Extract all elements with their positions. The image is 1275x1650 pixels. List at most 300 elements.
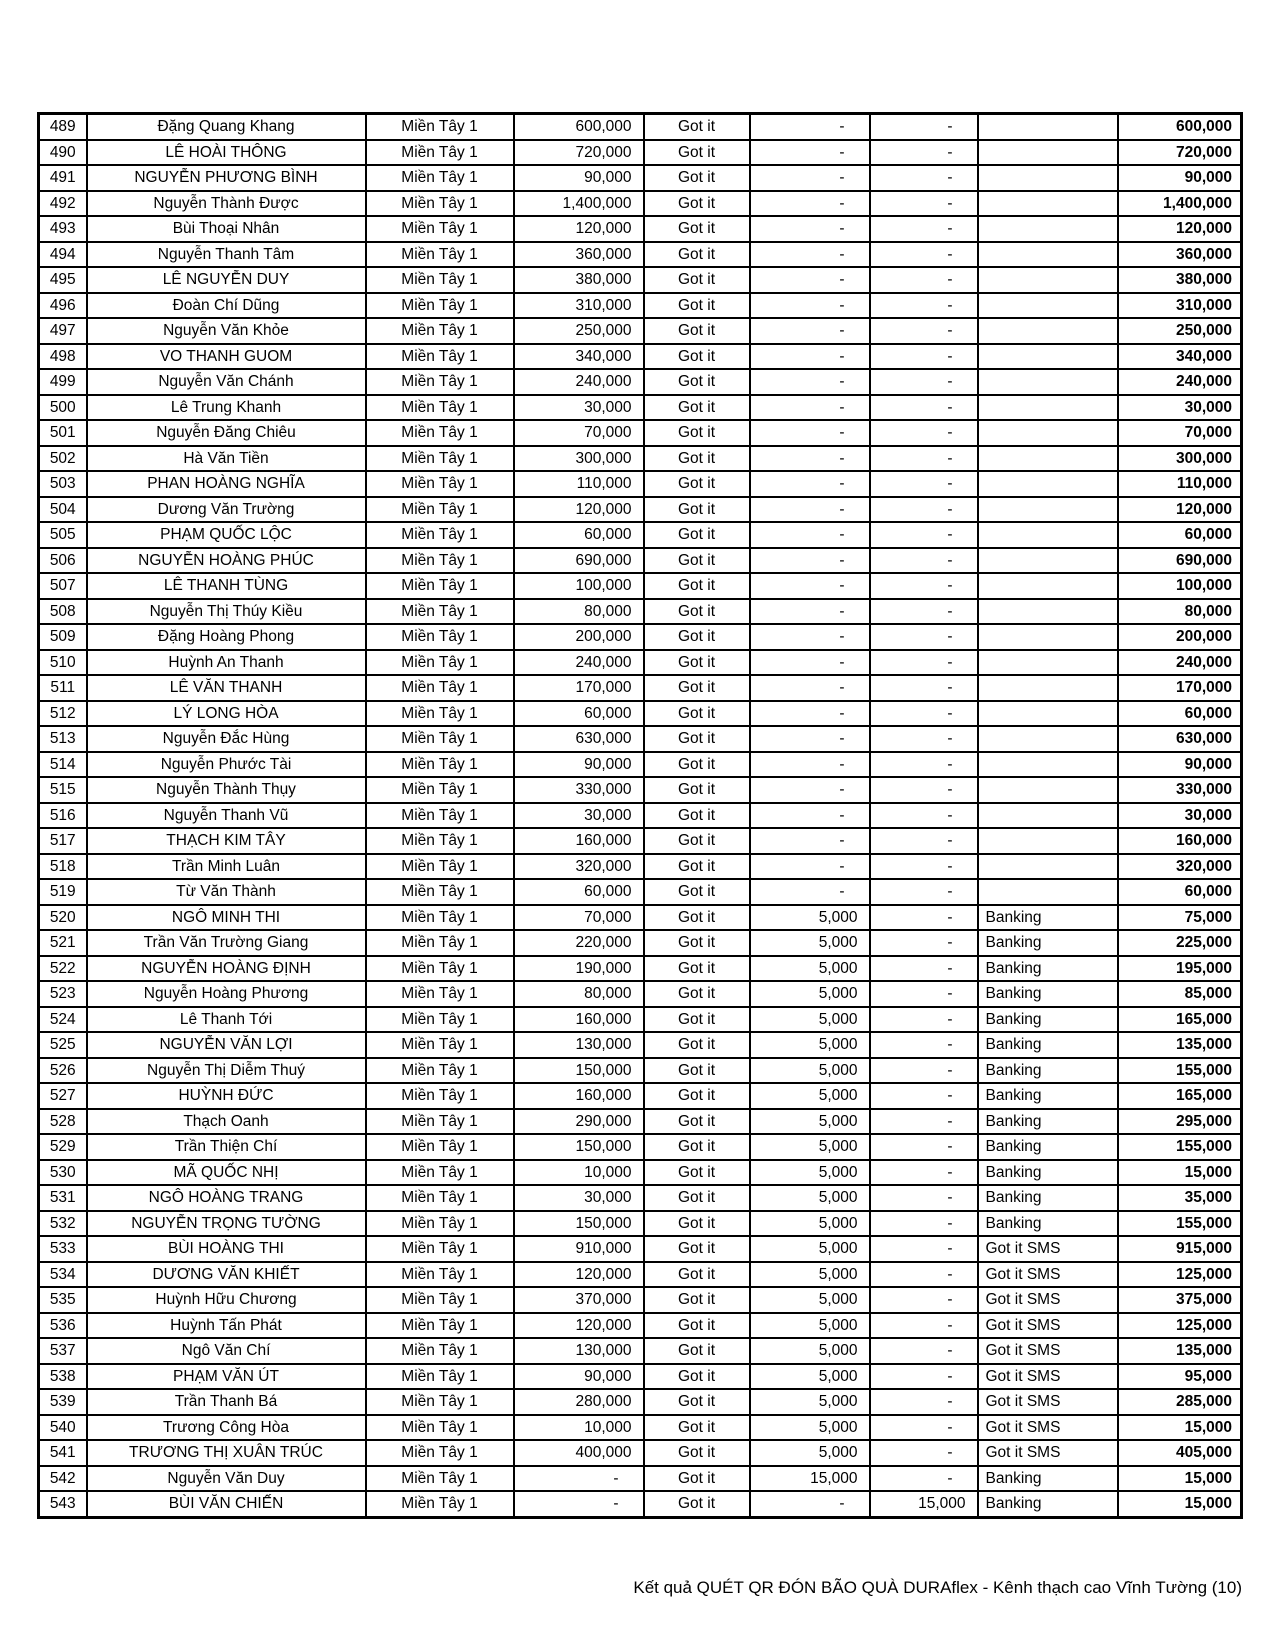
amount-1-cell: 100,000 [514, 573, 644, 599]
status-cell: Got it [644, 599, 750, 625]
amount-2-cell: - [750, 701, 870, 727]
row-number-cell: 490 [39, 140, 87, 166]
table-row [39, 752, 1242, 778]
name-cell: TRƯƠNG THỊ XUÂN TRÚC [87, 1440, 366, 1466]
amount-1-cell: 160,000 [514, 828, 644, 854]
row-number-cell: 533 [39, 1236, 87, 1262]
channel-cell [978, 318, 1118, 344]
total-cell: 80,000 [1118, 599, 1242, 625]
name-cell: VO THANH GUOM [87, 344, 366, 370]
amount-2-cell: - [750, 420, 870, 446]
region-cell: Miền Tây 1 [366, 267, 514, 293]
name-cell: LÊ THANH TÙNG [87, 573, 366, 599]
amount-1-cell: 720,000 [514, 140, 644, 166]
name-cell: MÃ QUỐC NHỊ [87, 1160, 366, 1186]
total-cell: 125,000 [1118, 1313, 1242, 1339]
table-row [39, 879, 1242, 905]
amount-3-cell: - [870, 624, 978, 650]
table-row [39, 1032, 1242, 1058]
table-row [39, 242, 1242, 268]
row-number-cell: 499 [39, 369, 87, 395]
total-cell: 60,000 [1118, 879, 1242, 905]
amount-2-cell: 5,000 [750, 1415, 870, 1441]
row-number-cell: 493 [39, 216, 87, 242]
amount-3-cell: - [870, 777, 978, 803]
table-row [39, 650, 1242, 676]
total-cell: 135,000 [1118, 1338, 1242, 1364]
channel-cell [978, 216, 1118, 242]
amount-3-cell: - [870, 1313, 978, 1339]
status-cell: Got it [644, 701, 750, 727]
status-cell: Got it [644, 573, 750, 599]
status-cell: Got it [644, 956, 750, 982]
amount-1-cell: 150,000 [514, 1211, 644, 1237]
table-row [39, 1236, 1242, 1262]
table-row [39, 905, 1242, 931]
amount-3-cell: - [870, 242, 978, 268]
name-cell: DƯƠNG VĂN KHIẾT [87, 1262, 366, 1288]
total-cell: 70,000 [1118, 420, 1242, 446]
status-cell: Got it [644, 777, 750, 803]
table-row [39, 1109, 1242, 1135]
name-cell: Thạch Oanh [87, 1109, 366, 1135]
table-row [39, 1058, 1242, 1084]
total-cell: 120,000 [1118, 497, 1242, 523]
name-cell: NGÔ HOÀNG TRANG [87, 1185, 366, 1211]
row-number-cell: 524 [39, 1007, 87, 1033]
row-number-cell: 536 [39, 1313, 87, 1339]
name-cell: Nguyễn Thành Thụy [87, 777, 366, 803]
channel-cell: Banking [978, 981, 1118, 1007]
total-cell: 165,000 [1118, 1007, 1242, 1033]
status-cell: Got it [644, 1389, 750, 1415]
amount-1-cell: 90,000 [514, 1364, 644, 1390]
name-cell: Nguyễn Thị Thúy Kiều [87, 599, 366, 625]
amount-1-cell: 300,000 [514, 446, 644, 472]
amount-2-cell: - [750, 242, 870, 268]
name-cell: HUỲNH ĐỨC [87, 1083, 366, 1109]
table-row [39, 1491, 1242, 1517]
status-cell: Got it [644, 1287, 750, 1313]
amount-2-cell: - [750, 267, 870, 293]
status-cell: Got it [644, 114, 750, 140]
amount-1-cell: 120,000 [514, 216, 644, 242]
amount-1-cell: 160,000 [514, 1007, 644, 1033]
total-cell: 295,000 [1118, 1109, 1242, 1135]
name-cell: Nguyễn Văn Duy [87, 1466, 366, 1492]
region-cell: Miền Tây 1 [366, 1236, 514, 1262]
row-number-cell: 515 [39, 777, 87, 803]
row-number-cell: 501 [39, 420, 87, 446]
name-cell: Đoàn Chí Dũng [87, 293, 366, 319]
amount-2-cell: 5,000 [750, 1364, 870, 1390]
region-cell: Miền Tây 1 [366, 395, 514, 421]
region-cell: Miền Tây 1 [366, 1389, 514, 1415]
total-cell: 125,000 [1118, 1262, 1242, 1288]
row-number-cell: 525 [39, 1032, 87, 1058]
channel-cell: Banking [978, 905, 1118, 931]
region-cell: Miền Tây 1 [366, 497, 514, 523]
table-row [39, 803, 1242, 829]
amount-3-cell: - [870, 1338, 978, 1364]
total-cell: 15,000 [1118, 1491, 1242, 1517]
region-cell: Miền Tây 1 [366, 1338, 514, 1364]
region-cell: Miền Tây 1 [366, 1083, 514, 1109]
row-number-cell: 498 [39, 344, 87, 370]
name-cell: THẠCH KIM TÂY [87, 828, 366, 854]
channel-cell: Got it SMS [978, 1338, 1118, 1364]
table-row [39, 624, 1242, 650]
name-cell: Lê Thanh Tới [87, 1007, 366, 1033]
status-cell: Got it [644, 1058, 750, 1084]
table-row [39, 293, 1242, 319]
row-number-cell: 509 [39, 624, 87, 650]
amount-2-cell: 5,000 [750, 1007, 870, 1033]
total-cell: 600,000 [1118, 114, 1242, 140]
status-cell: Got it [644, 1364, 750, 1390]
status-cell: Got it [644, 1491, 750, 1517]
status-cell: Got it [644, 1262, 750, 1288]
status-cell: Got it [644, 165, 750, 191]
amount-1-cell: 340,000 [514, 344, 644, 370]
row-number-cell: 492 [39, 191, 87, 217]
amount-2-cell: - [750, 344, 870, 370]
row-number-cell: 543 [39, 1491, 87, 1517]
amount-3-cell: - [870, 1109, 978, 1135]
amount-2-cell: 5,000 [750, 1389, 870, 1415]
status-cell: Got it [644, 1007, 750, 1033]
total-cell: 165,000 [1118, 1083, 1242, 1109]
amount-1-cell: 90,000 [514, 165, 644, 191]
name-cell: Nguyễn Đắc Hùng [87, 726, 366, 752]
total-cell: 195,000 [1118, 956, 1242, 982]
status-cell: Got it [644, 1415, 750, 1441]
amount-1-cell: 110,000 [514, 471, 644, 497]
table-row [39, 1262, 1242, 1288]
amount-3-cell: - [870, 675, 978, 701]
channel-cell: Got it SMS [978, 1440, 1118, 1466]
amount-3-cell: - [870, 828, 978, 854]
region-cell: Miền Tây 1 [366, 165, 514, 191]
row-number-cell: 523 [39, 981, 87, 1007]
status-cell: Got it [644, 140, 750, 166]
amount-3-cell: - [870, 165, 978, 191]
total-cell: 405,000 [1118, 1440, 1242, 1466]
amount-1-cell: 240,000 [514, 369, 644, 395]
name-cell: NGUYỄN HOÀNG ĐỊNH [87, 956, 366, 982]
region-cell: Miền Tây 1 [366, 1262, 514, 1288]
total-cell: 110,000 [1118, 471, 1242, 497]
region-cell: Miền Tây 1 [366, 114, 514, 140]
row-number-cell: 527 [39, 1083, 87, 1109]
amount-2-cell: 5,000 [750, 1185, 870, 1211]
row-number-cell: 526 [39, 1058, 87, 1084]
channel-cell [978, 522, 1118, 548]
status-cell: Got it [644, 1109, 750, 1135]
region-cell: Miền Tây 1 [366, 369, 514, 395]
total-cell: 240,000 [1118, 369, 1242, 395]
amount-3-cell: - [870, 1211, 978, 1237]
name-cell: Nguyễn Thị Diễm Thuý [87, 1058, 366, 1084]
amount-1-cell: 30,000 [514, 1185, 644, 1211]
channel-cell [978, 701, 1118, 727]
amount-2-cell: 5,000 [750, 905, 870, 931]
region-cell: Miền Tây 1 [366, 1185, 514, 1211]
region-cell: Miền Tây 1 [366, 1364, 514, 1390]
amount-1-cell: 170,000 [514, 675, 644, 701]
amount-1-cell: 130,000 [514, 1032, 644, 1058]
region-cell: Miền Tây 1 [366, 318, 514, 344]
total-cell: 240,000 [1118, 650, 1242, 676]
status-cell: Got it [644, 293, 750, 319]
amount-1-cell: 330,000 [514, 777, 644, 803]
region-cell: Miền Tây 1 [366, 701, 514, 727]
name-cell: Nguyễn Văn Chánh [87, 369, 366, 395]
amount-3-cell: - [870, 956, 978, 982]
row-number-cell: 516 [39, 803, 87, 829]
channel-cell [978, 114, 1118, 140]
amount-2-cell: 5,000 [750, 956, 870, 982]
total-cell: 310,000 [1118, 293, 1242, 319]
table-row [39, 777, 1242, 803]
row-number-cell: 505 [39, 522, 87, 548]
row-number-cell: 494 [39, 242, 87, 268]
amount-1-cell: 30,000 [514, 803, 644, 829]
table-row [39, 1364, 1242, 1390]
amount-3-cell: - [870, 140, 978, 166]
amount-3-cell: - [870, 369, 978, 395]
page-footer: Kết quả QUÉT QR ĐÓN BÃO QUÀ DURAflex - Kênh thạch cao Vĩnh Tường (10) [633, 1578, 1242, 1597]
name-cell: Đặng Hoàng Phong [87, 624, 366, 650]
status-cell: Got it [644, 1185, 750, 1211]
amount-3-cell: - [870, 420, 978, 446]
amount-2-cell: - [750, 777, 870, 803]
amount-2-cell: 5,000 [750, 1058, 870, 1084]
amount-1-cell: 80,000 [514, 981, 644, 1007]
amount-2-cell: 5,000 [750, 1236, 870, 1262]
table-row [39, 701, 1242, 727]
status-cell: Got it [644, 1236, 750, 1262]
total-cell: 90,000 [1118, 752, 1242, 778]
table-row [39, 114, 1242, 140]
amount-3-cell: - [870, 650, 978, 676]
name-cell: PHẠM QUỐC LỘC [87, 522, 366, 548]
region-cell: Miền Tây 1 [366, 854, 514, 880]
total-cell: 120,000 [1118, 216, 1242, 242]
table-row [39, 420, 1242, 446]
row-number-cell: 497 [39, 318, 87, 344]
row-number-cell: 506 [39, 548, 87, 574]
amount-3-cell: - [870, 1007, 978, 1033]
amount-2-cell: 15,000 [750, 1466, 870, 1492]
amount-3-cell: - [870, 114, 978, 140]
name-cell: Nguyễn Thanh Vũ [87, 803, 366, 829]
total-cell: 320,000 [1118, 854, 1242, 880]
amount-3-cell: - [870, 752, 978, 778]
amount-3-cell: - [870, 548, 978, 574]
channel-cell [978, 548, 1118, 574]
table-row [39, 267, 1242, 293]
amount-1-cell: 250,000 [514, 318, 644, 344]
amount-1-cell: 60,000 [514, 701, 644, 727]
amount-3-cell: - [870, 267, 978, 293]
region-cell: Miền Tây 1 [366, 650, 514, 676]
row-number-cell: 531 [39, 1185, 87, 1211]
region-cell: Miền Tây 1 [366, 1287, 514, 1313]
channel-cell [978, 293, 1118, 319]
table-row [39, 216, 1242, 242]
channel-cell [978, 650, 1118, 676]
region-cell: Miền Tây 1 [366, 956, 514, 982]
amount-1-cell: 630,000 [514, 726, 644, 752]
channel-cell: Got it SMS [978, 1415, 1118, 1441]
table-row [39, 471, 1242, 497]
amount-1-cell: 130,000 [514, 1338, 644, 1364]
channel-cell: Banking [978, 1134, 1118, 1160]
amount-3-cell: - [870, 1262, 978, 1288]
row-number-cell: 514 [39, 752, 87, 778]
table-row [39, 1338, 1242, 1364]
amount-3-cell: - [870, 344, 978, 370]
status-cell: Got it [644, 344, 750, 370]
amount-3-cell: - [870, 471, 978, 497]
table-row [39, 726, 1242, 752]
status-cell: Got it [644, 1313, 750, 1339]
channel-cell: Banking [978, 1211, 1118, 1237]
amount-3-cell: - [870, 497, 978, 523]
amount-3-cell: - [870, 1083, 978, 1109]
channel-cell: Banking [978, 1491, 1118, 1517]
amount-1-cell: 150,000 [514, 1058, 644, 1084]
table-row [39, 1185, 1242, 1211]
name-cell: Trương Công Hòa [87, 1415, 366, 1441]
table-row [39, 956, 1242, 982]
amount-1-cell: - [514, 1466, 644, 1492]
channel-cell [978, 573, 1118, 599]
channel-cell: Got it SMS [978, 1287, 1118, 1313]
amount-2-cell: - [750, 650, 870, 676]
amount-2-cell: - [750, 471, 870, 497]
amount-1-cell: 160,000 [514, 1083, 644, 1109]
status-cell: Got it [644, 1134, 750, 1160]
status-cell: Got it [644, 522, 750, 548]
name-cell: Trần Văn Trường Giang [87, 930, 366, 956]
channel-cell: Got it SMS [978, 1262, 1118, 1288]
total-cell: 250,000 [1118, 318, 1242, 344]
amount-1-cell: 910,000 [514, 1236, 644, 1262]
table-row [39, 1313, 1242, 1339]
table-row [39, 1389, 1242, 1415]
amount-1-cell: 240,000 [514, 650, 644, 676]
region-cell: Miền Tây 1 [366, 1032, 514, 1058]
table-row [39, 446, 1242, 472]
region-cell: Miền Tây 1 [366, 1160, 514, 1186]
amount-3-cell: - [870, 293, 978, 319]
amount-1-cell: 60,000 [514, 879, 644, 905]
channel-cell [978, 344, 1118, 370]
total-cell: 85,000 [1118, 981, 1242, 1007]
name-cell: Ngô Văn Chí [87, 1338, 366, 1364]
table-row [39, 981, 1242, 1007]
channel-cell: Banking [978, 1058, 1118, 1084]
row-number-cell: 491 [39, 165, 87, 191]
name-cell: Huỳnh Hữu Chương [87, 1287, 366, 1313]
channel-cell: Got it SMS [978, 1313, 1118, 1339]
channel-cell [978, 777, 1118, 803]
status-cell: Got it [644, 446, 750, 472]
region-cell: Miền Tây 1 [366, 548, 514, 574]
total-cell: 15,000 [1118, 1160, 1242, 1186]
name-cell: Bùi Thoại Nhân [87, 216, 366, 242]
amount-3-cell: - [870, 573, 978, 599]
amount-1-cell: 80,000 [514, 599, 644, 625]
amount-1-cell: 70,000 [514, 420, 644, 446]
amount-2-cell: - [750, 752, 870, 778]
name-cell: Trần Thanh Bá [87, 1389, 366, 1415]
total-cell: 90,000 [1118, 165, 1242, 191]
channel-cell: Banking [978, 930, 1118, 956]
status-cell: Got it [644, 1440, 750, 1466]
amount-3-cell: - [870, 1160, 978, 1186]
name-cell: NGUYỄN PHƯƠNG BÌNH [87, 165, 366, 191]
status-cell: Got it [644, 267, 750, 293]
name-cell: NGUYỄN HOÀNG PHÚC [87, 548, 366, 574]
table-row [39, 854, 1242, 880]
channel-cell: Banking [978, 1160, 1118, 1186]
total-cell: 1,400,000 [1118, 191, 1242, 217]
status-cell: Got it [644, 395, 750, 421]
table-row [39, 1134, 1242, 1160]
region-cell: Miền Tây 1 [366, 1440, 514, 1466]
total-cell: 200,000 [1118, 624, 1242, 650]
total-cell: 340,000 [1118, 344, 1242, 370]
name-cell: LÊ NGUYỄN DUY [87, 267, 366, 293]
channel-cell [978, 165, 1118, 191]
status-cell: Got it [644, 318, 750, 344]
total-cell: 330,000 [1118, 777, 1242, 803]
name-cell: Hà Văn Tiền [87, 446, 366, 472]
amount-3-cell: - [870, 522, 978, 548]
table-row [39, 522, 1242, 548]
row-number-cell: 502 [39, 446, 87, 472]
status-cell: Got it [644, 1083, 750, 1109]
amount-3-cell: - [870, 930, 978, 956]
amount-3-cell: - [870, 1287, 978, 1313]
channel-cell [978, 446, 1118, 472]
row-number-cell: 535 [39, 1287, 87, 1313]
name-cell: Từ Văn Thành [87, 879, 366, 905]
amount-1-cell: 10,000 [514, 1160, 644, 1186]
row-number-cell: 495 [39, 267, 87, 293]
region-cell: Miền Tây 1 [366, 879, 514, 905]
region-cell: Miền Tây 1 [366, 216, 514, 242]
amount-3-cell: - [870, 191, 978, 217]
amount-1-cell: 380,000 [514, 267, 644, 293]
total-cell: 630,000 [1118, 726, 1242, 752]
region-cell: Miền Tây 1 [366, 293, 514, 319]
amount-2-cell: - [750, 191, 870, 217]
name-cell: Lê Trung Khanh [87, 395, 366, 421]
results-table [37, 112, 1243, 1519]
region-cell: Miền Tây 1 [366, 1058, 514, 1084]
channel-cell: Got it SMS [978, 1389, 1118, 1415]
region-cell: Miền Tây 1 [366, 905, 514, 931]
total-cell: 720,000 [1118, 140, 1242, 166]
amount-2-cell: 5,000 [750, 1287, 870, 1313]
row-number-cell: 512 [39, 701, 87, 727]
name-cell: PHAN HOÀNG NGHĨA [87, 471, 366, 497]
total-cell: 30,000 [1118, 395, 1242, 421]
